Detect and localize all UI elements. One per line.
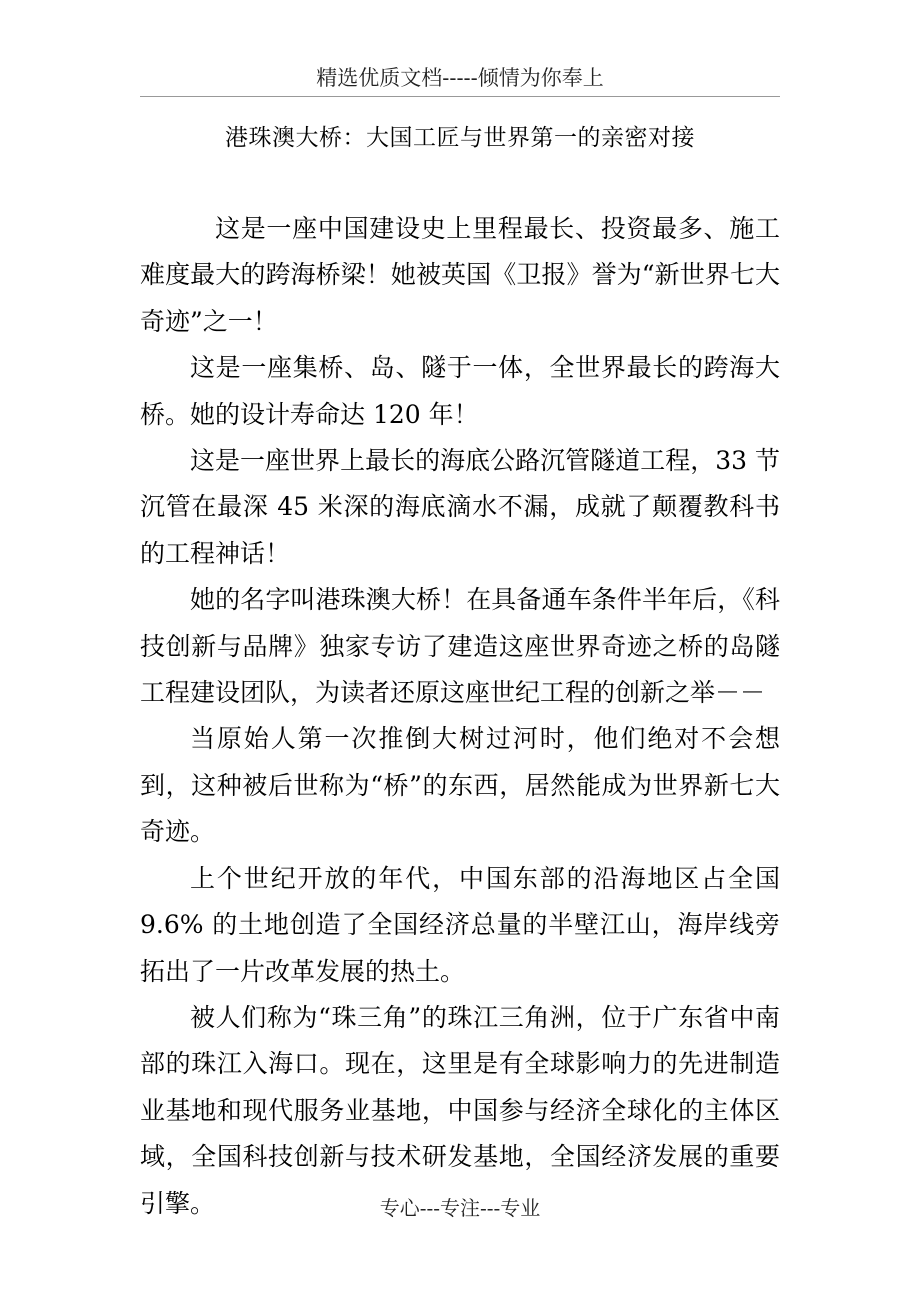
paragraph: 她的名字叫港珠澳大桥！在具备通车条件半年后，《科技创新与品牌》独家专访了建造这座世界奇迹之桥的岛隧工程建设团队，为读者还原这座世纪工程的创新之举－－ (140, 585, 780, 708)
header-divider (140, 96, 780, 97)
paragraph: 上个世纪开放的年代，中国东部的沿海地区占全国 9.6% 的土地创造了全国经济总量的半壁江山，海岸线旁拓出了一片改革发展的热土。 (140, 863, 780, 986)
page-header: 精选优质文档-----倾情为你奉上 (316, 66, 604, 90)
document-title: 港珠澳大桥：大国工匠与世界第一的亲密对接 (225, 125, 695, 151)
paragraph: 当原始人第一次推倒大树过河时，他们绝对不会想到，这种被后世称为“桥”的东西，居然能成为世界新七大奇迹。 (140, 724, 780, 847)
page-footer: 专心---专注---专业 (379, 1196, 541, 1220)
paragraph: 这是一座集桥、岛、隧于一体，全世界最长的跨海大桥。她的设计寿命达 120 年！ (140, 353, 780, 429)
paragraph: 被人们称为“珠三角”的珠江三角洲，位于广东省中南部的珠江入海口。现在，这里是有全球影响力的先进制造业基地和现代服务业基地，中国参与经济全球化的主体区域，全国科技创新与技术研发基地，全国经济发展的重要引擎。 (140, 1002, 780, 1218)
paragraph: 这是一座世界上最长的海底公路沉管隧道工程，33 节沉管在最深 45 米深的海底滴水不漏，成就了颠覆教科书的工程神话！ (140, 446, 780, 568)
paragraph: 这是一座中国建设史上里程最长、投资最多、施工难度最大的跨海桥梁！她被英国《卫报》誉为“新世界七大奇迹”之一！ (140, 214, 780, 336)
document-body (140, 206, 780, 1227)
